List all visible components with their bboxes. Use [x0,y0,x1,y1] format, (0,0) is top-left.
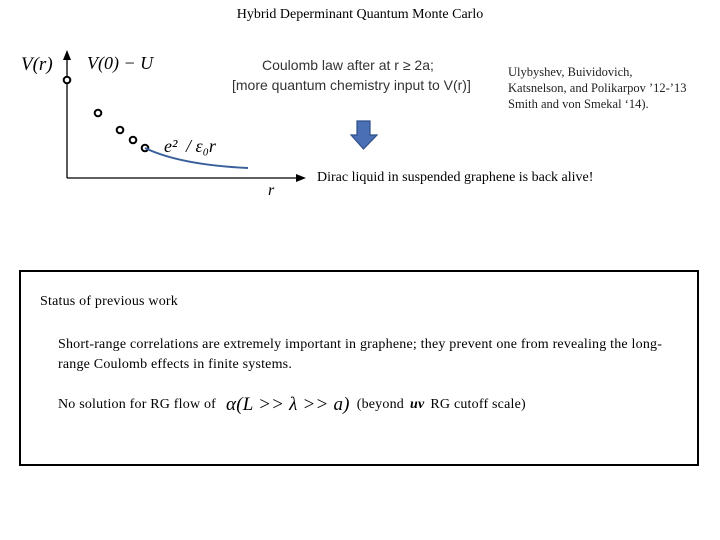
reference-line: Katsnelson, and Polikarpov ’12-’13 [508,81,687,95]
x-axis-label: r [268,182,275,199]
slide-title: Hybrid Deperminant Quantum Monte Carlo [236,7,484,22]
dirac-liquid-statement: Dirac liquid in suspended graphene is back alive! [317,170,594,185]
data-point [95,110,102,117]
data-point [130,137,137,144]
status-box [19,270,699,466]
rg-flow-prefix: No solution for RG flow of [58,397,217,412]
status-heading: Status of previous work [40,294,178,309]
rg-flow-line [58,394,526,416]
curve-label-numerator: e² [164,136,178,156]
references [508,64,686,112]
data-point [64,77,71,84]
uv-label: uv [409,397,425,412]
coulomb-annotation-line1: Coulomb law after at r ≥ 2a; [262,57,434,73]
coulomb-annotation-line2: [more quantum chemistry input to V(r)] [232,77,471,93]
y-axis-label: V(r) [21,54,53,75]
reference-line: Ulybyshev, Buividovich, [508,65,633,79]
v0-label: V(0) − U [87,53,154,73]
x-axis-arrow-icon [296,174,306,182]
y-axis-arrow-icon [63,50,71,60]
data-point [117,127,124,134]
down-arrow-icon [350,120,378,150]
reference-line: Smith and von Smekal ‘14). [508,97,649,111]
alpha-formula: α(L >> λ >> a) [226,394,350,415]
status-paragraph: Short-range correlations are extremely important in graphene; they prevent one from revealing the long-range Coulomb effects in finite systems. [58,337,663,372]
beyond-open: (beyond [356,397,404,412]
curve-label-denominator: / ε₀r [186,136,216,156]
beyond-close: RG cutoff scale) [430,397,526,412]
